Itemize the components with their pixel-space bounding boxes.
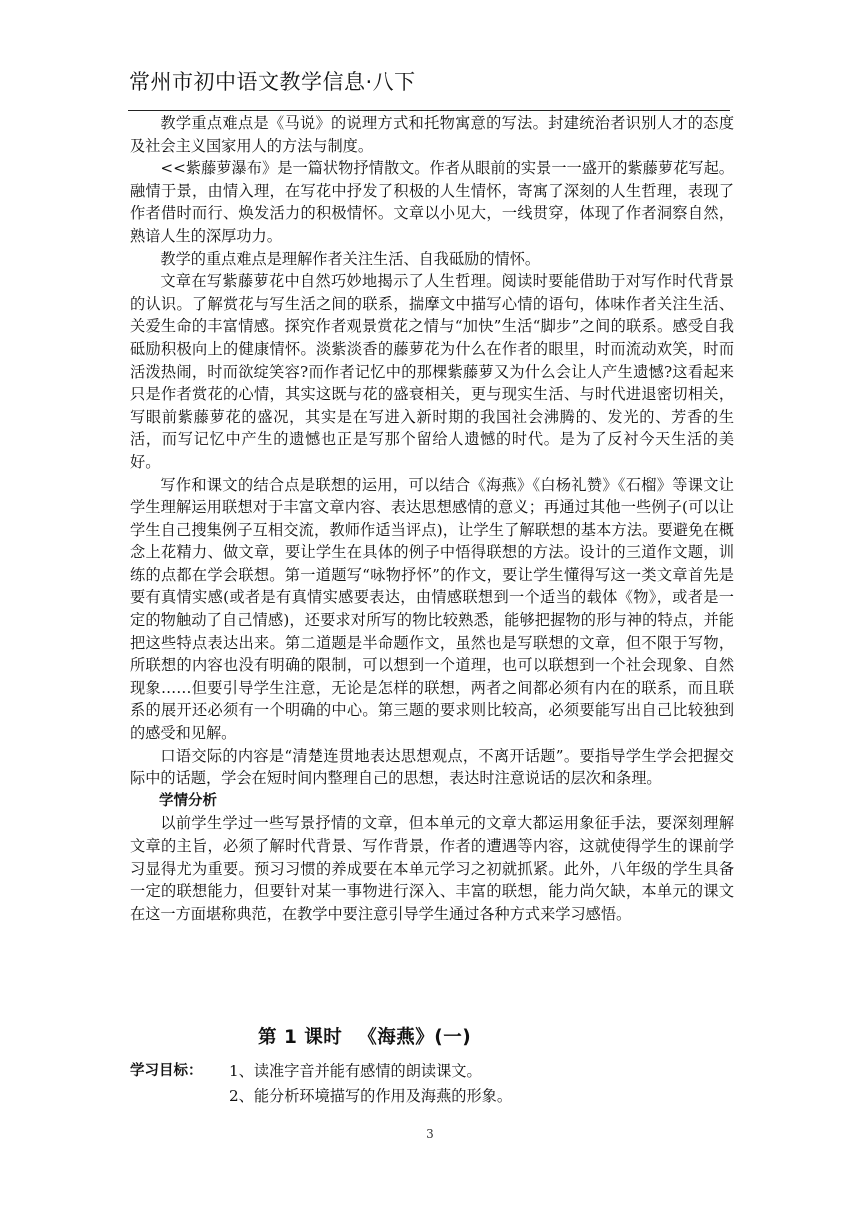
page-number: 3 bbox=[426, 1127, 434, 1141]
paragraph: 写作和课文的结合点是联想的运用，可以结合《海燕》《白杨礼赞》《石榴》等课文让学生理解运用联想对于丰富文章内容、表达思想感情的意义；再通过其他一些例子(可以让学生自己搜集例子互相交流，教师作适当评点)，让学生了解联想的基本方法。要避免在概念上花精力、做文章，要让学生在具体的例子中悟得联想的方法。设计的三道作文题，训练的点都在学会联想。第一道题写“咏物抒怀”的作文，要让学生懂得写这一类文章首先是要有真情实感(或者是有真情实感要表达，由情感联想到一个适当的载体《物》，或者是一定的物触动了自己情感)，还要求对所写的物比较熟悉，能够把握物的形与神的特点，并能把这些特点表达出来。第二道题是半命题作文，虽然也是写联想的文章，但不限于写物，所联想的内容也没有明确的限制，可以想到一个道理，也可以联想到一个社会现象、自然现象……但要引导学生注意，无论是怎样的联想，两者之间都必须有内在的联系，而且联系的展开还必须有一个明确的中心。第三题的要求则比较高，必须要能写出自己比较独到的感受和见解。 bbox=[130, 475, 734, 743]
objective-item: 2、能分析环境描写的作用及海燕的形象。 bbox=[229, 1087, 513, 1105]
header-divider bbox=[128, 110, 730, 111]
section-heading: 学情分析 bbox=[159, 792, 217, 809]
paragraph: 文章在写紫藤萝花中自然巧妙地揭示了人生哲理。阅读时要能借助于对写作时代背景的认识。了解赏花与写生活之间的联系，揣摩文中描写心情的语句，体味作者关注生活、关爱生命的丰富情感。探究作者观景赏花之情与“加快”生活“脚步”之间的联系。感受自我砥励积极向上的健康情怀。淡紫淡香的藤萝花为什么在作者的眼里，时而流动欢笑，时而活泼热闹，时而欲绽笑容?而作者记忆中的那棵紫藤萝又为什么会让人产生遗憾?这看起来只是作者赏花的心情，其实这既与花的盛衰相关，更与现实生活、与时代进退密切相关，写眼前紫藤萝花的盛况，其实是在写进入新时期的我国社会沸腾的、发光的、芳香的生活，而写记忆中产生的遗憾也正是写那个留给人遗憾的时代。是为了反衬今天生活的美好。 bbox=[130, 272, 734, 471]
paragraph: 教学重点难点是《马说》的说理方式和托物寓意的写法。封建统治者识别人才的态度及社会主义国家用人的方法与制度。 bbox=[130, 114, 734, 155]
paragraph: <<紫藤萝瀑布》是一篇状物抒情散文。作者从眼前的实景一一盛开的紫藤萝花写起。融情于景，由情入理，在写花中抒发了积极的人生情怀，寄寓了深刻的人生哲理，表现了作者借时而行、焕发活力的积极情怀。文章以小见大，一线贯穿，体现了作者洞察自然，熟谙人生的深厚功力。 bbox=[130, 159, 734, 245]
document-body bbox=[130, 112, 734, 925]
page-header-title: 常州市初中语文教学信息·八下 bbox=[129, 70, 416, 94]
objectives-label: 学习目标： bbox=[130, 1063, 203, 1079]
lesson-name: 《海燕》(一) bbox=[358, 1027, 472, 1048]
paragraph: 以前学生学过一些写景抒情的文章，但本单元的文章大都运用象征手法，要深刻理解文章的主旨，必须了解时代背景、写作背景，作者的遭遇等内容，这就使得学生的课前学习显得尤为重要。预习习惯的养成要在本单元学习之初就抓紧。此外，八年级的学生具备一定的联想能力，但要针对某一事物进行深入、丰富的联想，能力尚欠缺，本单元的课文在这一方面堪称典范，在教学中要注意引导学生通过各种方式来学习感悟。 bbox=[130, 814, 734, 923]
paragraph: 口语交际的内容是“清楚连贯地表达思想观点，不离开话题”。要指导学生学会把握交际中的话题，学会在短时间内整理自己的思想，表达时注意说话的层次和条理。 bbox=[130, 746, 734, 788]
objective-item: 1、读准字音并能有感情的朗读课文。 bbox=[229, 1062, 482, 1080]
paragraph: 教学的重点难点是理解作者关注生活、自我砥励的情怀。 bbox=[160, 249, 541, 268]
lesson-number: 第 1 课时 bbox=[258, 1027, 343, 1048]
lesson-title bbox=[258, 1023, 471, 1049]
